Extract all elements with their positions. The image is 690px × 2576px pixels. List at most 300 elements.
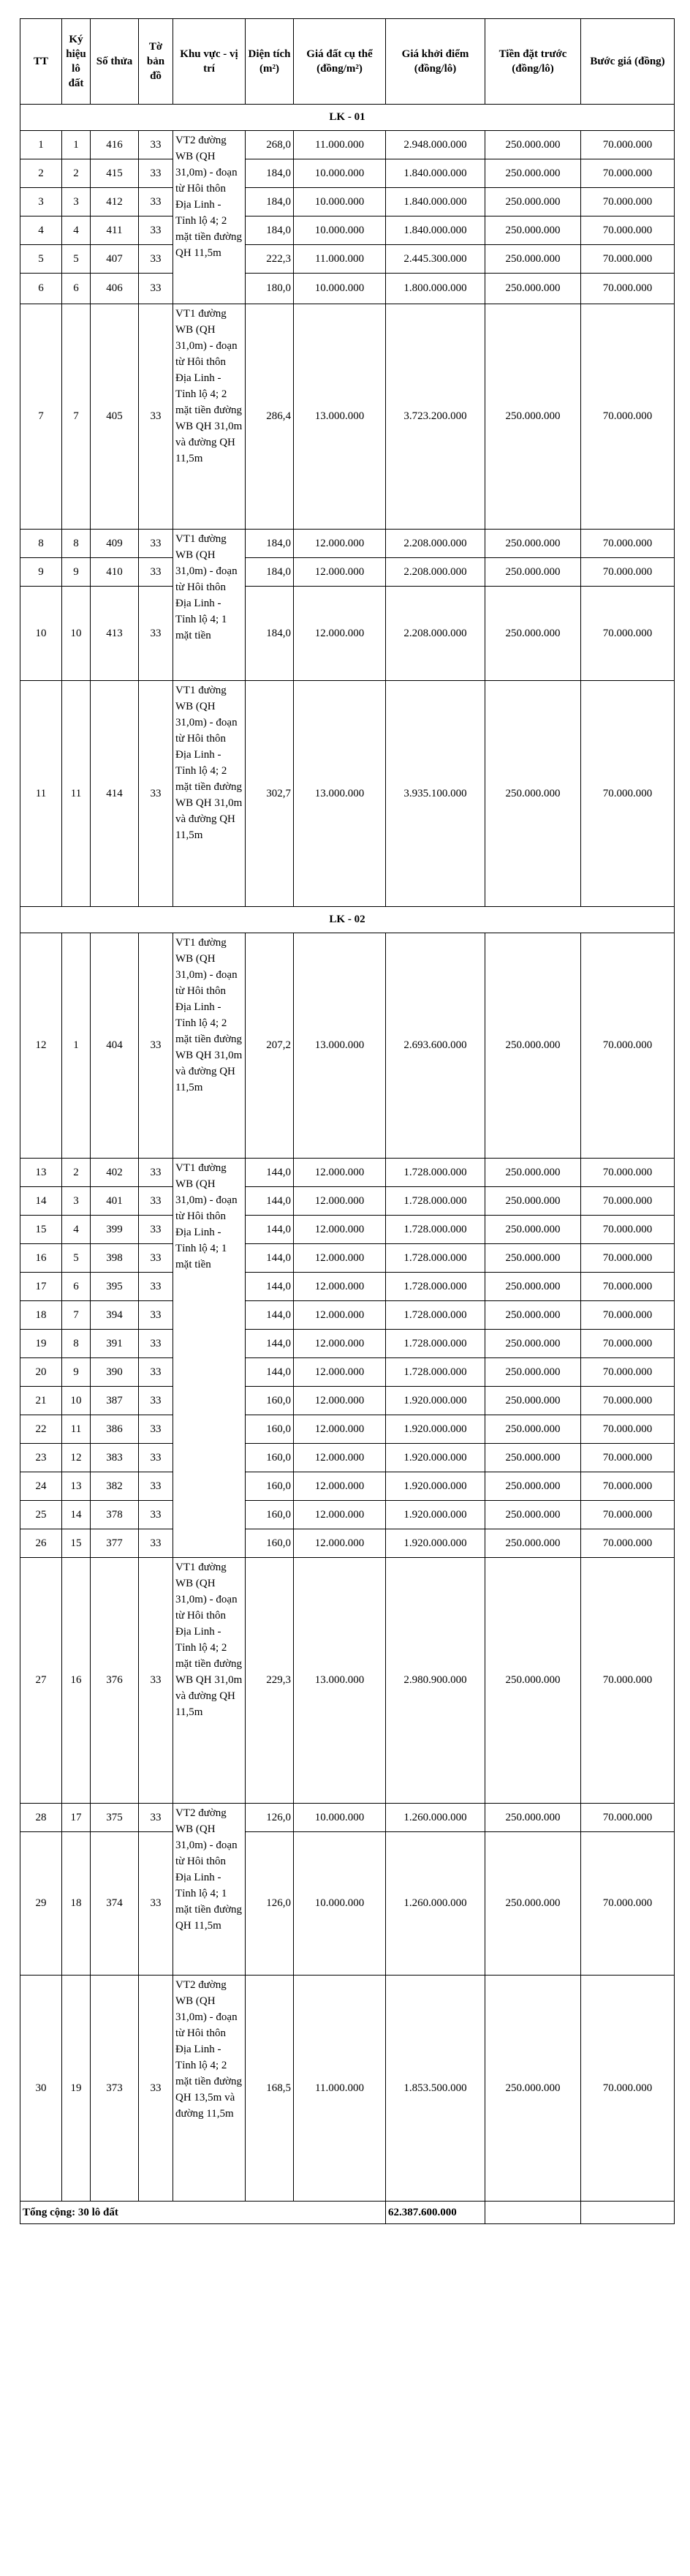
cell-ky-hieu: 13 <box>62 1472 91 1501</box>
cell-buoc-gia: 70.000.000 <box>581 188 675 216</box>
cell-tien-dat-truoc: 250.000.000 <box>485 681 581 907</box>
cell-so-thua: 404 <box>91 933 139 1159</box>
cell-dien-tich: 126,0 <box>246 1804 294 1832</box>
cell-tt: 20 <box>20 1358 62 1387</box>
cell-to-ban-do: 33 <box>139 131 173 159</box>
cell-gia-dat: 12.000.000 <box>294 1244 386 1273</box>
cell-dien-tich: 160,0 <box>246 1529 294 1558</box>
cell-gia-dat: 13.000.000 <box>294 681 386 907</box>
cell-gia-khoi-diem: 1.920.000.000 <box>386 1529 485 1558</box>
cell-tien-dat-truoc: 250.000.000 <box>485 1804 581 1832</box>
cell-so-thua: 394 <box>91 1301 139 1330</box>
cell-to-ban-do: 33 <box>139 587 173 681</box>
table-row <box>20 245 675 274</box>
cell-khu-vuc: VT1 đường WB (QH 31,0m) - đoạn từ Hôi thôn Địa Linh - Tỉnh lộ 4; 2 mặt tiền đường WB QH 31,0m và đường QH 11,5m <box>173 1558 246 1804</box>
cell-tien-dat-truoc: 250.000.000 <box>485 216 581 245</box>
header-tt: TT <box>20 19 62 105</box>
cell-ky-hieu: 1 <box>62 131 91 159</box>
cell-gia-khoi-diem: 1.728.000.000 <box>386 1244 485 1273</box>
cell-tt: 24 <box>20 1472 62 1501</box>
table-row <box>20 933 675 1159</box>
cell-so-thua: 410 <box>91 558 139 587</box>
cell-buoc-gia: 70.000.000 <box>581 1330 675 1358</box>
cell-so-thua: 412 <box>91 188 139 216</box>
cell-gia-dat: 12.000.000 <box>294 1301 386 1330</box>
cell-tien-dat-truoc: 250.000.000 <box>485 1330 581 1358</box>
cell-tt: 6 <box>20 274 62 304</box>
cell-tien-dat-truoc: 250.000.000 <box>485 304 581 530</box>
section-header-row <box>20 105 675 131</box>
cell-so-thua: 390 <box>91 1358 139 1387</box>
table-row <box>20 1501 675 1529</box>
cell-dien-tich: 184,0 <box>246 587 294 681</box>
cell-buoc-gia: 70.000.000 <box>581 131 675 159</box>
total-label: Tổng cộng: 30 lô đất <box>20 2202 386 2224</box>
cell-to-ban-do: 33 <box>139 1187 173 1216</box>
cell-tien-dat-truoc: 250.000.000 <box>485 274 581 304</box>
table-row <box>20 681 675 907</box>
cell-buoc-gia: 70.000.000 <box>581 1832 675 1976</box>
cell-gia-dat: 12.000.000 <box>294 558 386 587</box>
cell-dien-tich: 144,0 <box>246 1159 294 1187</box>
cell-ky-hieu: 19 <box>62 1976 91 2202</box>
table-row <box>20 1301 675 1330</box>
cell-buoc-gia: 70.000.000 <box>581 1501 675 1529</box>
cell-so-thua: 383 <box>91 1444 139 1472</box>
cell-gia-dat: 12.000.000 <box>294 1273 386 1301</box>
cell-tt: 3 <box>20 188 62 216</box>
cell-ky-hieu: 7 <box>62 1301 91 1330</box>
cell-tien-dat-truoc: 250.000.000 <box>485 1273 581 1301</box>
header-ky-hieu: Ký hiệu lô đất <box>62 19 91 105</box>
cell-to-ban-do: 33 <box>139 274 173 304</box>
header-tien-dat-truoc: Tiền đặt trước (đồng/lô) <box>485 19 581 105</box>
table-row <box>20 274 675 304</box>
cell-gia-dat: 13.000.000 <box>294 933 386 1159</box>
cell-ky-hieu: 11 <box>62 681 91 907</box>
cell-buoc-gia: 70.000.000 <box>581 1472 675 1501</box>
cell-buoc-gia: 70.000.000 <box>581 1187 675 1216</box>
cell-gia-dat: 10.000.000 <box>294 274 386 304</box>
cell-gia-dat: 12.000.000 <box>294 1444 386 1472</box>
cell-tt: 27 <box>20 1558 62 1804</box>
cell-buoc-gia: 70.000.000 <box>581 1387 675 1415</box>
table-row <box>20 159 675 188</box>
cell-buoc-gia: 70.000.000 <box>581 216 675 245</box>
cell-to-ban-do: 33 <box>139 1358 173 1387</box>
cell-dien-tich: 184,0 <box>246 188 294 216</box>
cell-ky-hieu: 3 <box>62 188 91 216</box>
cell-tt: 17 <box>20 1273 62 1301</box>
cell-gia-dat: 10.000.000 <box>294 1804 386 1832</box>
cell-to-ban-do: 33 <box>139 933 173 1159</box>
cell-buoc-gia: 70.000.000 <box>581 1244 675 1273</box>
cell-tien-dat-truoc: 250.000.000 <box>485 245 581 274</box>
cell-tt: 22 <box>20 1415 62 1444</box>
cell-buoc-gia: 70.000.000 <box>581 1415 675 1444</box>
table-row <box>20 530 675 558</box>
cell-to-ban-do: 33 <box>139 1444 173 1472</box>
section-header-row <box>20 907 675 933</box>
cell-buoc-gia: 70.000.000 <box>581 245 675 274</box>
table-row <box>20 216 675 245</box>
cell-gia-dat: 13.000.000 <box>294 1558 386 1804</box>
cell-tt: 28 <box>20 1804 62 1832</box>
cell-buoc-gia: 70.000.000 <box>581 274 675 304</box>
cell-tt: 30 <box>20 1976 62 2202</box>
cell-tt: 2 <box>20 159 62 188</box>
cell-so-thua: 401 <box>91 1187 139 1216</box>
cell-to-ban-do: 33 <box>139 1330 173 1358</box>
cell-so-thua: 377 <box>91 1529 139 1558</box>
table-row <box>20 304 675 530</box>
cell-tt: 15 <box>20 1216 62 1244</box>
cell-tt: 29 <box>20 1832 62 1976</box>
cell-buoc-gia: 70.000.000 <box>581 1358 675 1387</box>
cell-gia-khoi-diem: 2.980.900.000 <box>386 1558 485 1804</box>
cell-tien-dat-truoc: 250.000.000 <box>485 1472 581 1501</box>
table-row <box>20 1187 675 1216</box>
cell-so-thua: 402 <box>91 1159 139 1187</box>
table-row <box>20 1216 675 1244</box>
cell-dien-tich: 144,0 <box>246 1244 294 1273</box>
cell-dien-tich: 184,0 <box>246 159 294 188</box>
table-row <box>20 1804 675 1832</box>
header-row <box>20 19 675 105</box>
cell-gia-khoi-diem: 1.840.000.000 <box>386 216 485 245</box>
cell-to-ban-do: 33 <box>139 245 173 274</box>
cell-tien-dat-truoc: 250.000.000 <box>485 1159 581 1187</box>
cell-gia-dat: 12.000.000 <box>294 1187 386 1216</box>
cell-dien-tich: 160,0 <box>246 1472 294 1501</box>
table-row <box>20 1444 675 1472</box>
cell-gia-khoi-diem: 1.920.000.000 <box>386 1472 485 1501</box>
cell-gia-khoi-diem: 1.728.000.000 <box>386 1273 485 1301</box>
cell-ky-hieu: 9 <box>62 558 91 587</box>
header-gia-khoi-diem: Giá khởi điểm (đồng/lô) <box>386 19 485 105</box>
cell-tien-dat-truoc: 250.000.000 <box>485 188 581 216</box>
header-gia-dat: Giá đất cụ thể (đồng/m²) <box>294 19 386 105</box>
cell-gia-dat: 12.000.000 <box>294 587 386 681</box>
cell-ky-hieu: 9 <box>62 1358 91 1387</box>
cell-buoc-gia: 70.000.000 <box>581 681 675 907</box>
cell-ky-hieu: 1 <box>62 933 91 1159</box>
cell-dien-tich: 184,0 <box>246 558 294 587</box>
cell-ky-hieu: 10 <box>62 1387 91 1415</box>
cell-to-ban-do: 33 <box>139 1387 173 1415</box>
table-row <box>20 587 675 681</box>
cell-so-thua: 406 <box>91 274 139 304</box>
cell-gia-dat: 12.000.000 <box>294 530 386 558</box>
cell-gia-dat: 12.000.000 <box>294 1216 386 1244</box>
header-to-ban-do: Tờ bản đồ <box>139 19 173 105</box>
cell-ky-hieu: 14 <box>62 1501 91 1529</box>
cell-buoc-gia: 70.000.000 <box>581 1804 675 1832</box>
cell-tien-dat-truoc: 250.000.000 <box>485 1444 581 1472</box>
cell-tien-dat-truoc: 250.000.000 <box>485 530 581 558</box>
cell-khu-vuc: VT2 đường WB (QH 31,0m) - đoạn từ Hôi thôn Địa Linh - Tỉnh lộ 4; 1 mặt tiền đường QH 11,5m <box>173 1804 246 1976</box>
cell-gia-khoi-diem: 2.208.000.000 <box>386 587 485 681</box>
cell-khu-vuc: VT1 đường WB (QH 31,0m) - đoạn từ Hôi thôn Địa Linh - Tỉnh lộ 4; 2 mặt tiền đường WB QH 31,0m và đường QH 11,5m <box>173 933 246 1159</box>
cell-so-thua: 391 <box>91 1330 139 1358</box>
cell-tt: 23 <box>20 1444 62 1472</box>
cell-dien-tich: 180,0 <box>246 274 294 304</box>
cell-tt: 19 <box>20 1330 62 1358</box>
cell-dien-tich: 126,0 <box>246 1832 294 1976</box>
cell-ky-hieu: 5 <box>62 245 91 274</box>
cell-gia-dat: 12.000.000 <box>294 1529 386 1558</box>
cell-tt: 1 <box>20 131 62 159</box>
header-khu-vuc: Khu vực - vị trí <box>173 19 246 105</box>
cell-to-ban-do: 33 <box>139 1273 173 1301</box>
cell-ky-hieu: 2 <box>62 159 91 188</box>
cell-so-thua: 386 <box>91 1415 139 1444</box>
cell-buoc-gia: 70.000.000 <box>581 304 675 530</box>
cell-dien-tich: 144,0 <box>246 1330 294 1358</box>
cell-gia-dat: 12.000.000 <box>294 1472 386 1501</box>
cell-dien-tich: 144,0 <box>246 1358 294 1387</box>
total-empty-cell <box>485 2202 581 2224</box>
cell-tien-dat-truoc: 250.000.000 <box>485 159 581 188</box>
cell-gia-khoi-diem: 2.208.000.000 <box>386 558 485 587</box>
cell-tt: 21 <box>20 1387 62 1415</box>
cell-dien-tich: 184,0 <box>246 216 294 245</box>
cell-gia-khoi-diem: 3.935.100.000 <box>386 681 485 907</box>
total-row <box>20 2202 675 2224</box>
cell-so-thua: 373 <box>91 1976 139 2202</box>
cell-gia-khoi-diem: 2.208.000.000 <box>386 530 485 558</box>
cell-tien-dat-truoc: 250.000.000 <box>485 558 581 587</box>
cell-dien-tich: 168,5 <box>246 1976 294 2202</box>
cell-gia-khoi-diem: 1.728.000.000 <box>386 1187 485 1216</box>
cell-gia-khoi-diem: 1.840.000.000 <box>386 188 485 216</box>
cell-so-thua: 416 <box>91 131 139 159</box>
cell-tt: 9 <box>20 558 62 587</box>
cell-ky-hieu: 18 <box>62 1832 91 1976</box>
table-row <box>20 188 675 216</box>
cell-tt: 7 <box>20 304 62 530</box>
cell-gia-dat: 10.000.000 <box>294 188 386 216</box>
cell-buoc-gia: 70.000.000 <box>581 1216 675 1244</box>
cell-tien-dat-truoc: 250.000.000 <box>485 1244 581 1273</box>
table-row <box>20 1529 675 1558</box>
cell-so-thua: 374 <box>91 1832 139 1976</box>
cell-ky-hieu: 3 <box>62 1187 91 1216</box>
cell-tien-dat-truoc: 250.000.000 <box>485 1216 581 1244</box>
cell-gia-khoi-diem: 2.445.300.000 <box>386 245 485 274</box>
cell-so-thua: 405 <box>91 304 139 530</box>
cell-khu-vuc: VT1 đường WB (QH 31,0m) - đoạn từ Hôi thôn Địa Linh - Tỉnh lộ 4; 2 mặt tiền đường WB QH 31,0m và đường QH 11,5m <box>173 304 246 530</box>
cell-khu-vuc: VT1 đường WB (QH 31,0m) - đoạn từ Hôi thôn Địa Linh - Tỉnh lộ 4; 1 mặt tiền <box>173 530 246 681</box>
cell-to-ban-do: 33 <box>139 159 173 188</box>
cell-gia-khoi-diem: 1.728.000.000 <box>386 1358 485 1387</box>
cell-tt: 26 <box>20 1529 62 1558</box>
cell-buoc-gia: 70.000.000 <box>581 587 675 681</box>
cell-tt: 4 <box>20 216 62 245</box>
total-amount: 62.387.600.000 <box>386 2202 485 2224</box>
table-row <box>20 1159 675 1187</box>
cell-to-ban-do: 33 <box>139 1976 173 2202</box>
cell-gia-khoi-diem: 1.920.000.000 <box>386 1444 485 1472</box>
cell-buoc-gia: 70.000.000 <box>581 933 675 1159</box>
cell-to-ban-do: 33 <box>139 1216 173 1244</box>
cell-gia-dat: 10.000.000 <box>294 159 386 188</box>
cell-to-ban-do: 33 <box>139 188 173 216</box>
cell-to-ban-do: 33 <box>139 530 173 558</box>
cell-gia-dat: 10.000.000 <box>294 1832 386 1976</box>
cell-tt: 13 <box>20 1159 62 1187</box>
cell-to-ban-do: 33 <box>139 1244 173 1273</box>
cell-to-ban-do: 33 <box>139 1301 173 1330</box>
cell-dien-tich: 144,0 <box>246 1216 294 1244</box>
cell-gia-khoi-diem: 1.728.000.000 <box>386 1330 485 1358</box>
cell-khu-vuc: VT1 đường WB (QH 31,0m) - đoạn từ Hôi thôn Địa Linh - Tỉnh lộ 4; 1 mặt tiền <box>173 1159 246 1558</box>
cell-tt: 16 <box>20 1244 62 1273</box>
cell-buoc-gia: 70.000.000 <box>581 159 675 188</box>
cell-gia-dat: 11.000.000 <box>294 131 386 159</box>
cell-ky-hieu: 4 <box>62 1216 91 1244</box>
table-row <box>20 1832 675 1976</box>
cell-ky-hieu: 16 <box>62 1558 91 1804</box>
cell-tt: 10 <box>20 587 62 681</box>
table-row <box>20 558 675 587</box>
cell-gia-khoi-diem: 1.260.000.000 <box>386 1832 485 1976</box>
cell-so-thua: 415 <box>91 159 139 188</box>
table-row <box>20 1976 675 2202</box>
cell-gia-dat: 12.000.000 <box>294 1501 386 1529</box>
cell-so-thua: 411 <box>91 216 139 245</box>
cell-tt: 25 <box>20 1501 62 1529</box>
table-row <box>20 1330 675 1358</box>
section-title: LK - 02 <box>20 907 675 933</box>
cell-gia-dat: 11.000.000 <box>294 1976 386 2202</box>
cell-to-ban-do: 33 <box>139 558 173 587</box>
land-lot-table <box>20 18 675 2224</box>
cell-to-ban-do: 33 <box>139 1472 173 1501</box>
cell-gia-dat: 13.000.000 <box>294 304 386 530</box>
cell-buoc-gia: 70.000.000 <box>581 1444 675 1472</box>
cell-buoc-gia: 70.000.000 <box>581 1301 675 1330</box>
cell-dien-tich: 144,0 <box>246 1187 294 1216</box>
cell-to-ban-do: 33 <box>139 1529 173 1558</box>
cell-tt: 11 <box>20 681 62 907</box>
cell-tien-dat-truoc: 250.000.000 <box>485 1187 581 1216</box>
cell-to-ban-do: 33 <box>139 1804 173 1832</box>
cell-tt: 12 <box>20 933 62 1159</box>
table-row <box>20 1358 675 1387</box>
cell-dien-tich: 160,0 <box>246 1444 294 1472</box>
cell-tien-dat-truoc: 250.000.000 <box>485 131 581 159</box>
cell-tien-dat-truoc: 250.000.000 <box>485 1501 581 1529</box>
cell-to-ban-do: 33 <box>139 216 173 245</box>
total-empty-cell <box>581 2202 675 2224</box>
cell-ky-hieu: 17 <box>62 1804 91 1832</box>
cell-so-thua: 378 <box>91 1501 139 1529</box>
cell-tien-dat-truoc: 250.000.000 <box>485 587 581 681</box>
section-title: LK - 01 <box>20 105 675 131</box>
cell-ky-hieu: 4 <box>62 216 91 245</box>
cell-ky-hieu: 8 <box>62 530 91 558</box>
cell-buoc-gia: 70.000.000 <box>581 1529 675 1558</box>
cell-gia-khoi-diem: 1.260.000.000 <box>386 1804 485 1832</box>
cell-tien-dat-truoc: 250.000.000 <box>485 933 581 1159</box>
cell-gia-khoi-diem: 3.723.200.000 <box>386 304 485 530</box>
cell-dien-tich: 160,0 <box>246 1387 294 1415</box>
cell-so-thua: 387 <box>91 1387 139 1415</box>
cell-gia-khoi-diem: 1.840.000.000 <box>386 159 485 188</box>
cell-to-ban-do: 33 <box>139 1415 173 1444</box>
cell-to-ban-do: 33 <box>139 1501 173 1529</box>
cell-gia-khoi-diem: 1.920.000.000 <box>386 1415 485 1444</box>
cell-gia-dat: 11.000.000 <box>294 245 386 274</box>
cell-tien-dat-truoc: 250.000.000 <box>485 1529 581 1558</box>
cell-ky-hieu: 11 <box>62 1415 91 1444</box>
cell-gia-khoi-diem: 2.948.000.000 <box>386 131 485 159</box>
cell-tien-dat-truoc: 250.000.000 <box>485 1358 581 1387</box>
table-row <box>20 1244 675 1273</box>
cell-ky-hieu: 6 <box>62 1273 91 1301</box>
cell-gia-dat: 12.000.000 <box>294 1358 386 1387</box>
cell-gia-khoi-diem: 1.800.000.000 <box>386 274 485 304</box>
cell-ky-hieu: 5 <box>62 1244 91 1273</box>
cell-ky-hieu: 7 <box>62 304 91 530</box>
table-row <box>20 1558 675 1804</box>
auction-land-table-sheet <box>20 18 674 2224</box>
cell-dien-tich: 144,0 <box>246 1273 294 1301</box>
table-row <box>20 1273 675 1301</box>
header-buoc-gia: Bước giá (đồng) <box>581 19 675 105</box>
cell-tien-dat-truoc: 250.000.000 <box>485 1387 581 1415</box>
cell-gia-khoi-diem: 1.853.500.000 <box>386 1976 485 2202</box>
cell-ky-hieu: 6 <box>62 274 91 304</box>
cell-tt: 5 <box>20 245 62 274</box>
cell-to-ban-do: 33 <box>139 1558 173 1804</box>
table-row <box>20 1387 675 1415</box>
cell-dien-tich: 207,2 <box>246 933 294 1159</box>
header-dien-tich: Diện tích (m²) <box>246 19 294 105</box>
cell-gia-khoi-diem: 2.693.600.000 <box>386 933 485 1159</box>
table-row <box>20 1472 675 1501</box>
cell-tt: 14 <box>20 1187 62 1216</box>
cell-so-thua: 399 <box>91 1216 139 1244</box>
cell-gia-dat: 12.000.000 <box>294 1387 386 1415</box>
cell-so-thua: 398 <box>91 1244 139 1273</box>
cell-gia-khoi-diem: 1.920.000.000 <box>386 1387 485 1415</box>
cell-gia-dat: 12.000.000 <box>294 1415 386 1444</box>
cell-tien-dat-truoc: 250.000.000 <box>485 1301 581 1330</box>
cell-buoc-gia: 70.000.000 <box>581 1976 675 2202</box>
cell-dien-tich: 268,0 <box>246 131 294 159</box>
cell-so-thua: 395 <box>91 1273 139 1301</box>
header-so-thua: Số thửa <box>91 19 139 105</box>
cell-khu-vuc: VT1 đường WB (QH 31,0m) - đoạn từ Hôi thôn Địa Linh - Tỉnh lộ 4; 2 mặt tiền đường WB QH 31,0m và đường QH 11,5m <box>173 681 246 907</box>
cell-so-thua: 414 <box>91 681 139 907</box>
table-row <box>20 1415 675 1444</box>
cell-ky-hieu: 8 <box>62 1330 91 1358</box>
cell-to-ban-do: 33 <box>139 1159 173 1187</box>
cell-gia-khoi-diem: 1.728.000.000 <box>386 1301 485 1330</box>
cell-so-thua: 407 <box>91 245 139 274</box>
cell-so-thua: 375 <box>91 1804 139 1832</box>
cell-tien-dat-truoc: 250.000.000 <box>485 1976 581 2202</box>
cell-dien-tich: 184,0 <box>246 530 294 558</box>
cell-dien-tich: 222,3 <box>246 245 294 274</box>
cell-ky-hieu: 12 <box>62 1444 91 1472</box>
cell-khu-vuc: VT2 đường WB (QH 31,0m) - đoạn từ Hôi thôn Địa Linh - Tỉnh lộ 4; 2 mặt tiền đường QH 13,5m và đường 11,5m <box>173 1976 246 2202</box>
cell-so-thua: 376 <box>91 1558 139 1804</box>
cell-ky-hieu: 15 <box>62 1529 91 1558</box>
cell-dien-tich: 286,4 <box>246 304 294 530</box>
